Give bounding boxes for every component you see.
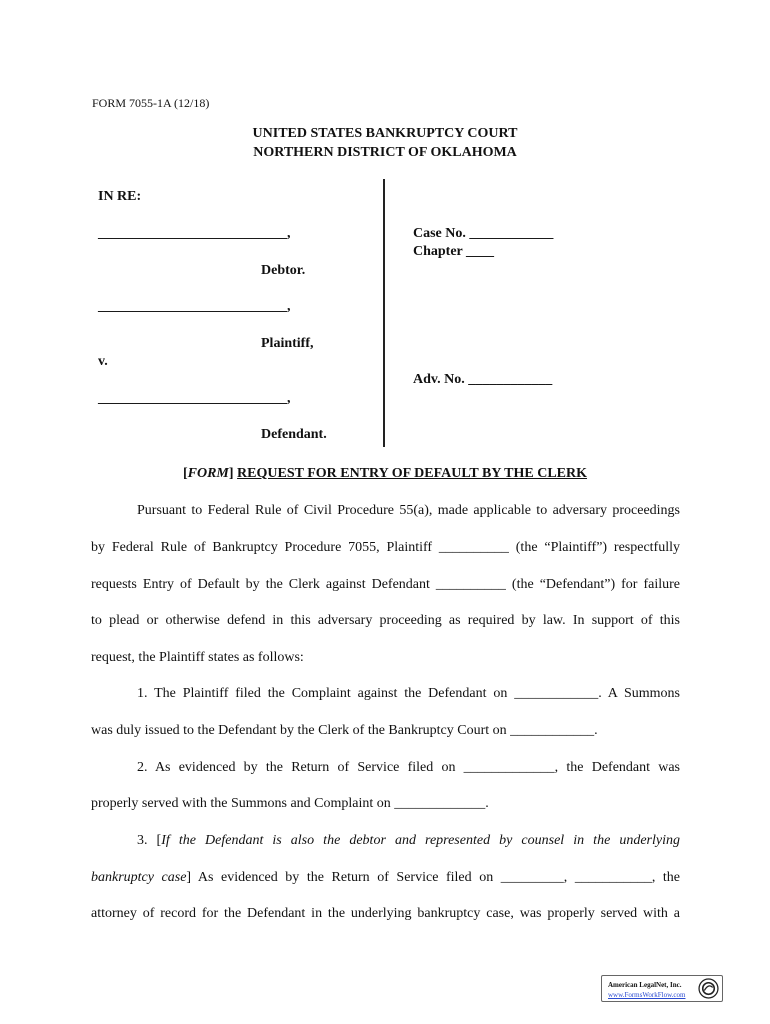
item-3-text: ] As evidenced by the Return of Service filed on _________, ___________, the [186, 870, 680, 885]
item-3-line: attorney of record for the Defendant in the underlying bankruptcy case, was properly served with a [91, 906, 680, 921]
court-district: NORTHERN DISTRICT OF OKLAHOMA [253, 145, 517, 160]
defendant-name-blank: ___________________________, [98, 391, 291, 406]
item-3-line [91, 833, 680, 849]
document-title: [FORM] REQUEST FOR ENTRY OF DEFAULT BY THE CLERK [182, 466, 588, 481]
adversary-number: Adv. No. ____________ [413, 372, 553, 387]
chapter-number: Chapter ____ [413, 244, 495, 259]
item-1-line: was duly issued to the Defendant by the Clerk of the Bankruptcy Court on ____________. [91, 723, 598, 738]
plaintiff-name-blank: ___________________________, [98, 299, 291, 314]
paragraph-line: requests Entry of Default by the Clerk against Defendant __________ (the “Defendant”) for failure [91, 577, 680, 592]
item-3-condition: If the Defendant is also the debtor and represented by counsel in the underlying [161, 833, 681, 848]
versus-label: v. [98, 354, 108, 369]
publisher-url[interactable]: www.FormsWorkFlow.com [608, 991, 686, 999]
form-number: FORM 7055-1A (12/18) [92, 96, 210, 110]
item-3-line [91, 870, 680, 886]
title-text: REQUEST FOR ENTRY OF DEFAULT BY THE CLERK [237, 466, 588, 481]
plaintiff-label: Plaintiff, [261, 336, 314, 351]
item-1-line: 1. The Plaintiff filed the Complaint against the Defendant on ____________. A Summons [137, 686, 680, 701]
debtor-label: Debtor. [261, 263, 306, 278]
item-2-line: 2. As evidenced by the Return of Service filed on _____________, the Defendant was [137, 760, 680, 775]
court-name: UNITED STATES BANKRUPTCY COURT [252, 126, 518, 141]
case-number: Case No. ____________ [413, 226, 554, 241]
in-re-label: IN RE: [98, 189, 142, 204]
item-3-condition-end: bankruptcy case [91, 870, 187, 885]
item-3-number: 3. [ [137, 833, 162, 848]
publisher-logo [601, 975, 723, 1002]
paragraph-line: request, the Plaintiff states as follows: [91, 650, 304, 665]
debtor-name-blank: ___________________________, [98, 226, 291, 241]
paragraph-line: to plead or otherwise defend in this adversary proceeding as required by law. In support of this [91, 613, 680, 628]
item-2-line: properly served with the Summons and Complaint on _____________. [91, 796, 489, 811]
paragraph-line: Pursuant to Federal Rule of Civil Procedure 55(a), made applicable to adversary proceedings [137, 503, 680, 518]
form-tag: FORM [187, 466, 229, 481]
paragraph-line: by Federal Rule of Bankruptcy Procedure 7055, Plaintiff __________ (the “Plaintiff”) respectfully [91, 540, 680, 555]
publisher-seal-icon [698, 978, 719, 999]
caption-divider [383, 179, 385, 447]
publisher-name: American LegalNet, Inc. [608, 981, 682, 989]
defendant-label: Defendant. [261, 427, 327, 442]
